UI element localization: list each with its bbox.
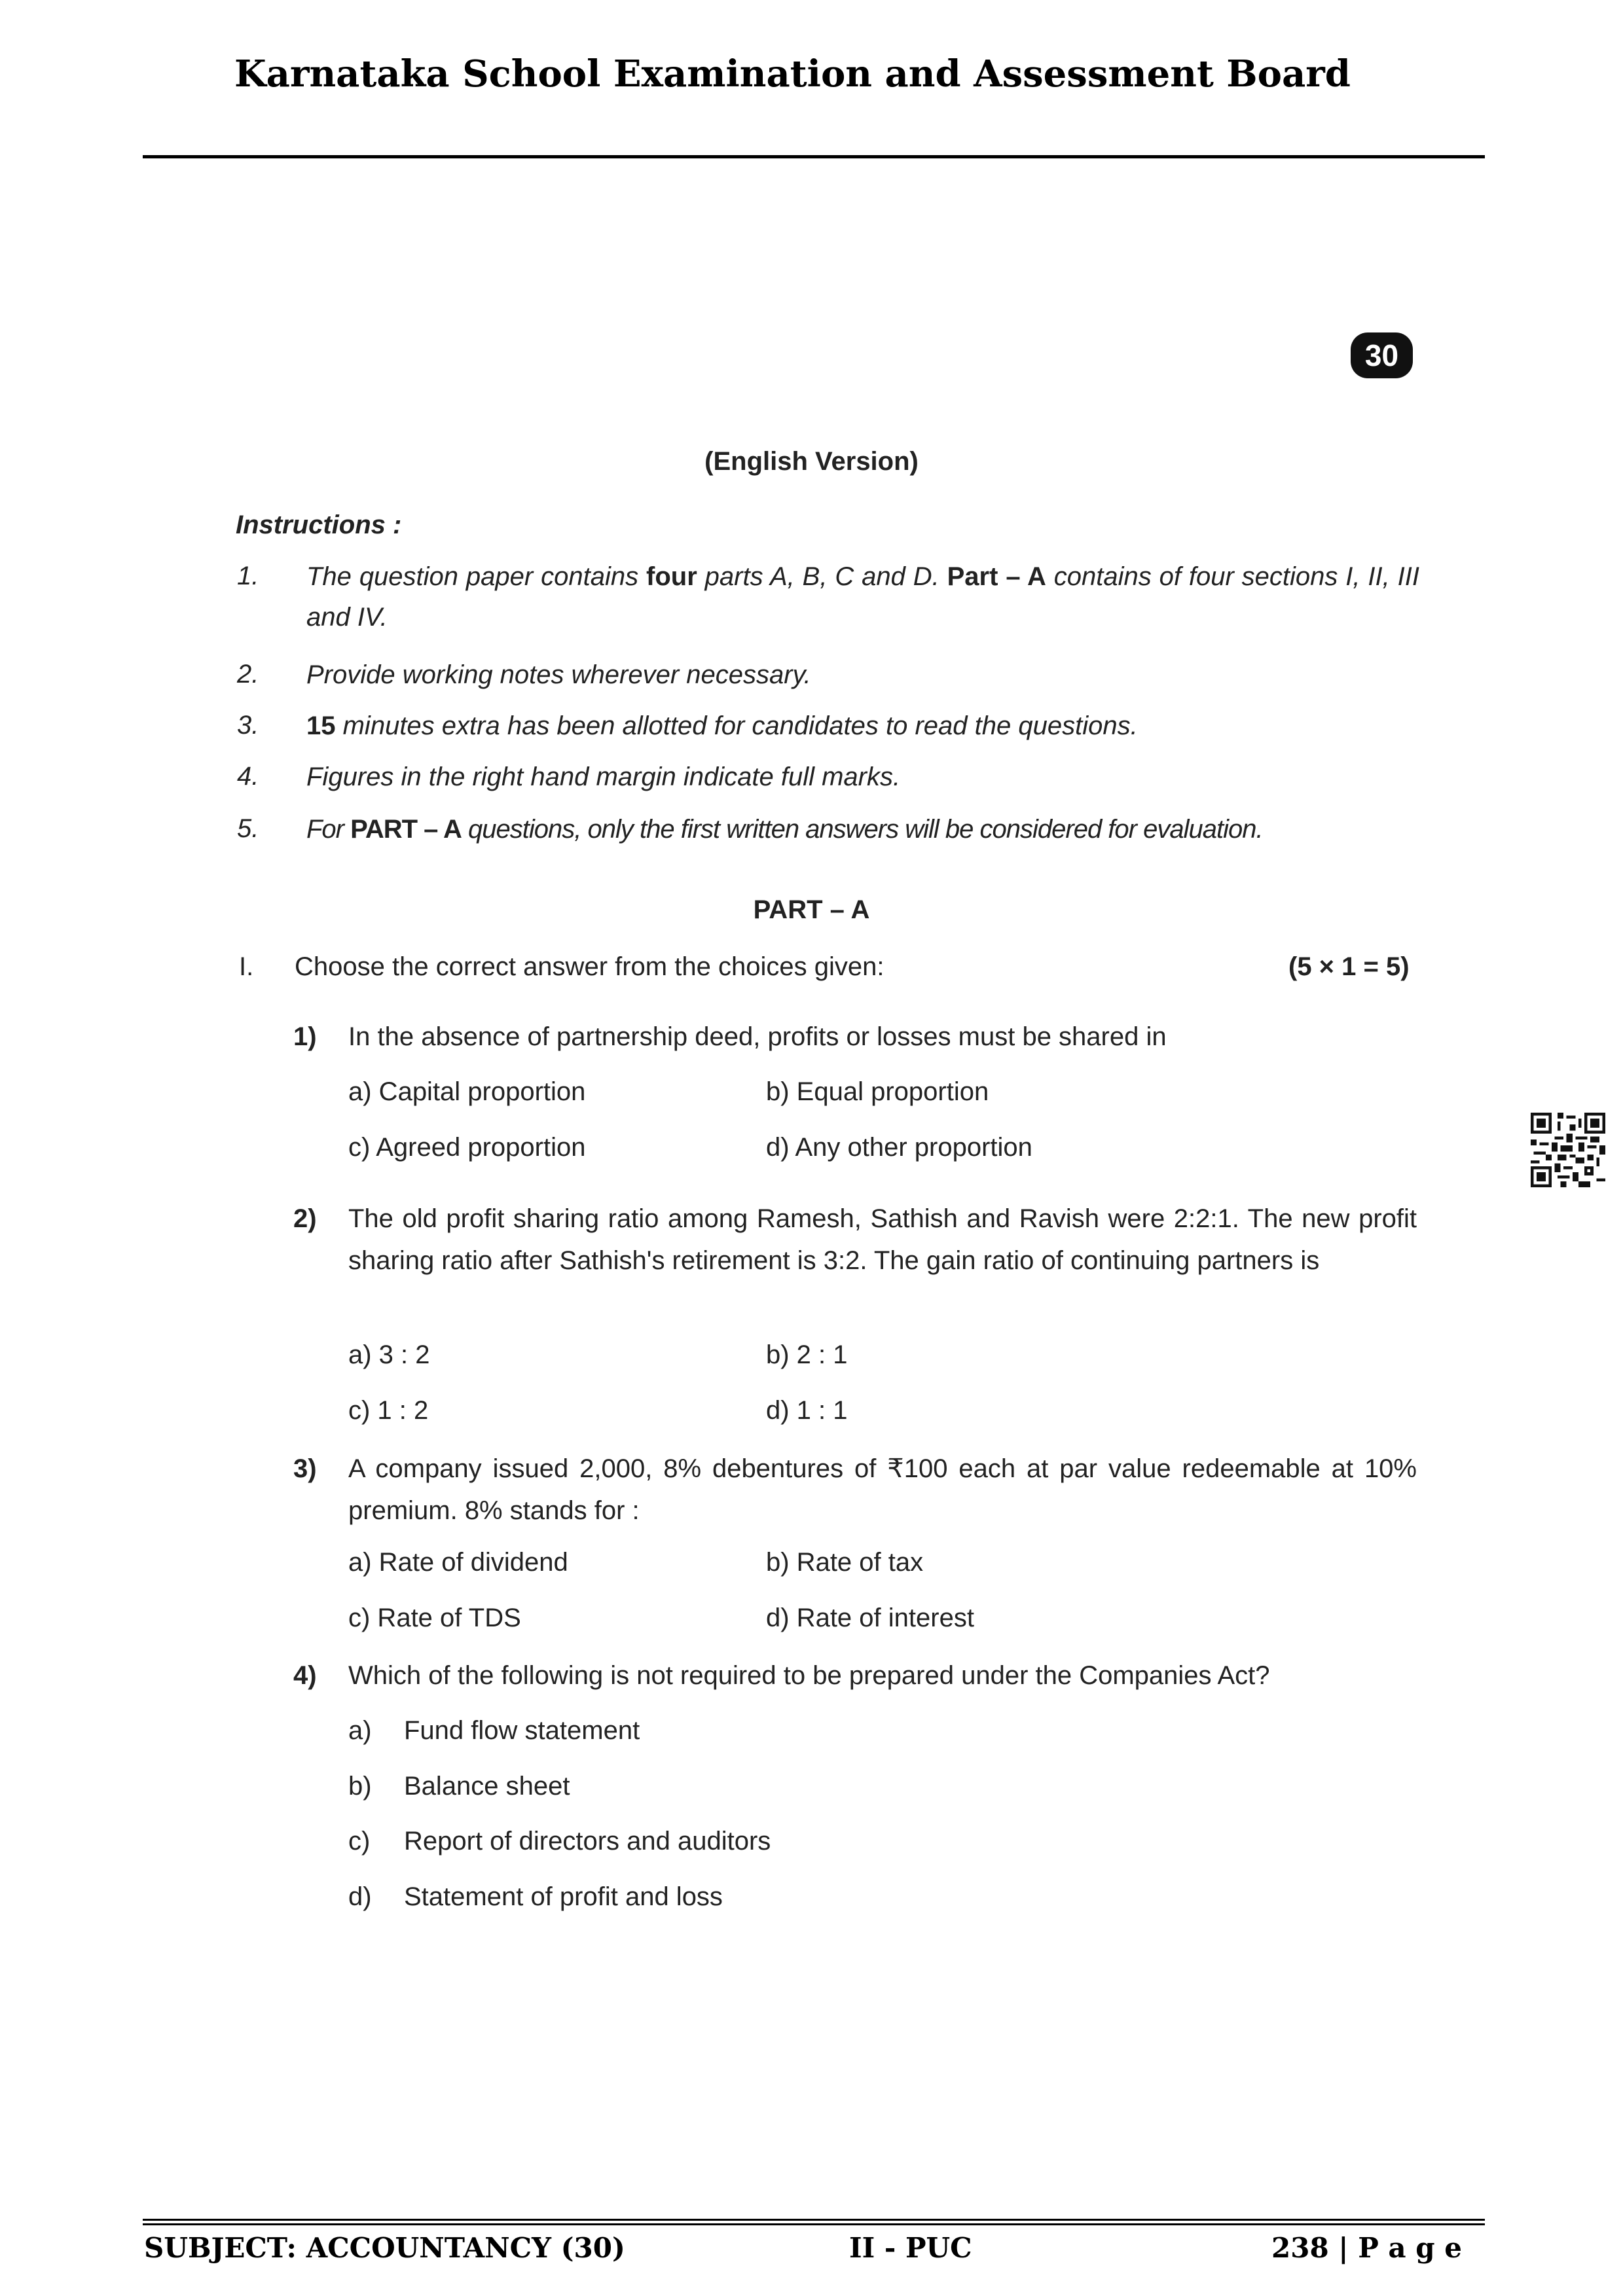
option: Report of directors and auditors: [404, 1827, 771, 1856]
section-instruction: Choose the correct answer from the choices given:: [295, 952, 884, 981]
option: b) 2 : 1: [766, 1340, 848, 1369]
instruction-number: 1.: [237, 562, 259, 590]
option: c) 1 : 2: [348, 1396, 429, 1425]
instruction-number: 2.: [237, 660, 259, 689]
footer-class: II - PUC: [849, 2232, 972, 2264]
option: d) 1 : 1: [766, 1396, 848, 1425]
option-label: b): [348, 1772, 372, 1801]
instruction-1: The question paper contains four parts A, B, C and D. Part – A contains of four sections I, II, III and IV.: [306, 562, 1419, 632]
instruction-number: 4.: [237, 762, 259, 791]
instruction-5: For PART – A questions, only the first written answers will be considered for evaluation.: [306, 815, 1263, 844]
instruction-number: 3.: [237, 711, 259, 740]
section-marks: (5 × 1 = 5): [1288, 952, 1410, 981]
question-2-text: The old profit sharing ratio among Ramesh, Sathish and Ravish were 2:2:1. The new profit sharing ratio after Sathish's retirement is 3:2. The gain ratio of continuing partners is: [348, 1204, 1417, 1275]
section-number: I.: [239, 952, 254, 981]
option-label: c): [348, 1827, 371, 1856]
qr-code-icon: [1531, 1113, 1605, 1187]
version-label: (English Version): [704, 447, 919, 476]
option: b) Equal proportion: [766, 1077, 989, 1106]
footer-subject: SUBJECT: ACCOUNTANCY (30): [144, 2232, 625, 2264]
option: d) Rate of interest: [766, 1604, 974, 1632]
part-title: PART – A: [753, 895, 870, 924]
instruction-number: 5.: [237, 814, 259, 843]
header-divider: [143, 155, 1485, 158]
option: Fund flow statement: [404, 1716, 640, 1745]
question-number: 3): [293, 1454, 317, 1483]
question-number: 1): [293, 1022, 317, 1051]
option: c) Rate of TDS: [348, 1604, 521, 1632]
instructions-heading: Instructions :: [236, 511, 402, 539]
option: a) Capital proportion: [348, 1077, 586, 1106]
footer-page-number: 238 | P a g e: [1271, 2232, 1462, 2264]
option: Balance sheet: [404, 1772, 570, 1801]
question-number: 4): [293, 1661, 317, 1690]
question-4-text: Which of the following is not required to be prepared under the Companies Act?: [348, 1661, 1270, 1690]
option: c) Agreed proportion: [348, 1133, 586, 1162]
option: a) 3 : 2: [348, 1340, 430, 1369]
question-number: 2): [293, 1204, 317, 1233]
footer-divider-bottom: [143, 2223, 1485, 2225]
option-label: d): [348, 1882, 372, 1911]
question-3-text: A company issued 2,000, 8% debentures of ₹100 each at par value redeemable at 10% premium. 8% stands for :: [348, 1454, 1417, 1525]
footer-divider-top: [143, 2219, 1485, 2221]
option: d) Any other proportion: [766, 1133, 1032, 1162]
instruction-2: Provide working notes wherever necessary.: [306, 660, 811, 689]
paper-code-badge: 30: [1351, 332, 1413, 378]
option-label: a): [348, 1716, 372, 1745]
option: Statement of profit and loss: [404, 1882, 723, 1911]
option: b) Rate of tax: [766, 1548, 924, 1577]
question-1-text: In the absence of partnership deed, profits or losses must be shared in: [348, 1022, 1167, 1051]
instruction-4: Figures in the right hand margin indicate full marks.: [306, 762, 901, 791]
instruction-3: 15 minutes extra has been allotted for candidates to read the questions.: [306, 711, 1138, 740]
header-title: Karnataka School Examination and Assessment Board: [234, 52, 1351, 96]
option: a) Rate of dividend: [348, 1548, 568, 1577]
